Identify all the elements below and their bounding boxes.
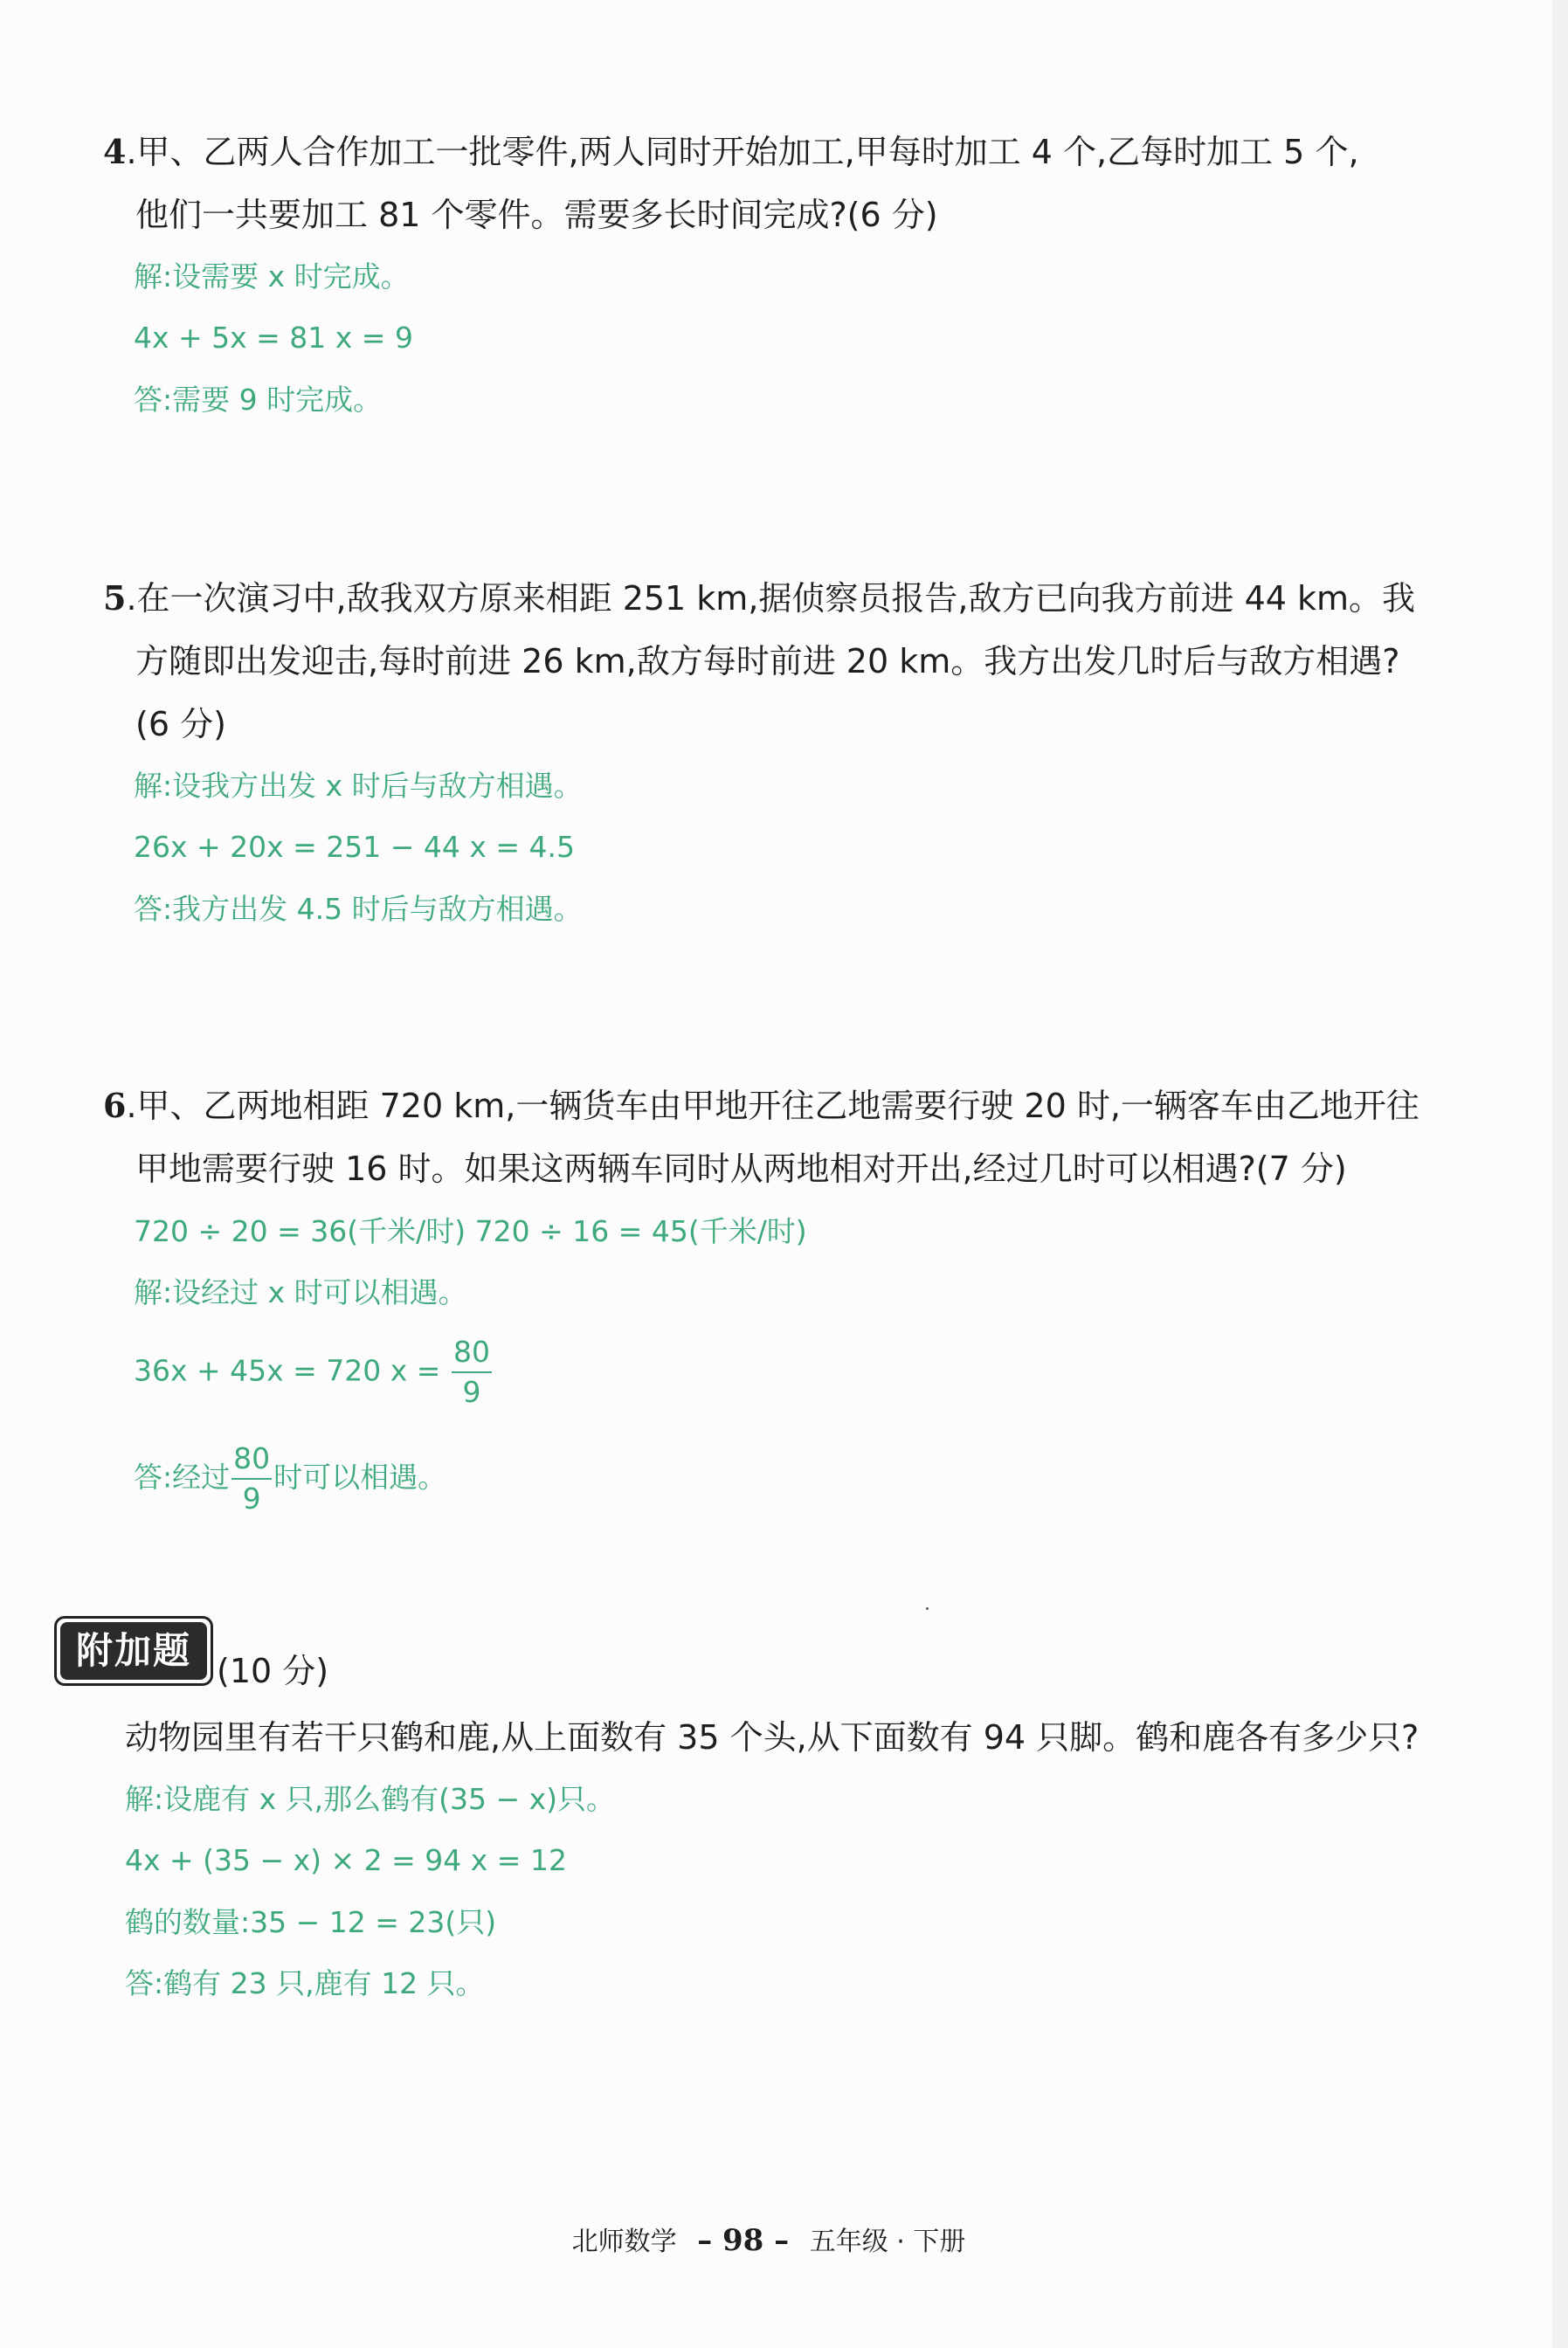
q5-answer-setup: 解:设我方出发 x 时后与敌方相遇。 bbox=[134, 769, 583, 803]
page-footer bbox=[0, 2223, 1537, 2260]
q6-number: 6 bbox=[103, 1086, 127, 1125]
q5-answer-conclusion: 答:我方出发 4.5 时后与敌方相遇。 bbox=[134, 892, 583, 926]
page-edge bbox=[1552, 0, 1568, 2348]
bonus-question: 动物园里有若干只鹤和鹿,从上面数有 35 个头,从下面数有 94 只脚。鹤和鹿各有多少只? bbox=[125, 1718, 1419, 1757]
q6-equation-fraction bbox=[452, 1333, 492, 1412]
q5-number: 5 bbox=[103, 578, 127, 618]
q6-conclusion-fraction bbox=[231, 1440, 272, 1518]
q4-answer-setup: 解:设需要 x 时完成。 bbox=[134, 259, 410, 294]
q6-conclusion-prefix: 答:经过 bbox=[134, 1460, 231, 1495]
fraction-denominator: 9 bbox=[242, 1481, 261, 1516]
q6-conclusion-suffix: 时可以相遇。 bbox=[273, 1460, 447, 1495]
fraction-numerator: 80 bbox=[452, 1333, 492, 1373]
q6-line-1-text: .甲、乙两地相距 720 km,一辆货车由甲地开往乙地需要行驶 20 时,一辆客车由乙地开往 bbox=[126, 1087, 1419, 1125]
bonus-answer-conclusion: 答:鹤有 23 只,鹿有 12 只。 bbox=[125, 1966, 485, 2000]
q5-line-1 bbox=[103, 578, 1415, 618]
q4-answer-conclusion: 答:需要 9 时完成。 bbox=[134, 383, 383, 417]
bonus-badge-label: 附加题 bbox=[60, 1622, 207, 1680]
bonus-answer-crane-count: 鹤的数量:35 − 12 = 23(只) bbox=[125, 1905, 497, 1939]
q6-line-2: 甲地需要行驶 16 时。如果这两辆车同时从两地相对开出,经过几时可以相遇?(7 分) bbox=[135, 1150, 1347, 1188]
q6-answer-speeds: 720 ÷ 20 = 36(千米/时) 720 ÷ 16 = 45(千米/时) bbox=[134, 1214, 807, 1248]
q4-number: 4 bbox=[103, 132, 127, 171]
page-number: – 98 – bbox=[697, 2223, 790, 2258]
q4-line-1-text: .甲、乙两人合作加工一批零件,两人同时开始加工,甲每时加工 4 个,乙每时加工 5 个, bbox=[126, 133, 1359, 171]
q6-answer-setup: 解:设经过 x 时可以相遇。 bbox=[134, 1275, 467, 1309]
q4-line-2: 他们一共要加工 81 个零件。需要多长时间完成?(6 分) bbox=[135, 196, 938, 234]
footer-book-title: 北师数学 bbox=[571, 2227, 677, 2257]
fraction-denominator: 9 bbox=[462, 1375, 481, 1409]
footer-grade: 五年级 · 下册 bbox=[809, 2227, 966, 2257]
bonus-badge bbox=[54, 1616, 213, 1686]
q5-line-1-text: .在一次演习中,敌我双方原来相距 251 km,据侦察员报告,敌方已向我方前进 44 km。我 bbox=[126, 579, 1416, 618]
q4-answer-equation: 4x + 5x = 81 x = 9 bbox=[134, 321, 413, 355]
q5-line-2: 方随即出发迎击,每时前进 26 km,敌方每时前进 20 km。我方出发几时后与敌方相遇? bbox=[135, 642, 1400, 680]
q5-answer-equation: 26x + 20x = 251 − 44 x = 4.5 bbox=[134, 830, 576, 864]
fraction-numerator: 80 bbox=[231, 1440, 272, 1480]
q5-line-3: (6 分) bbox=[135, 705, 226, 743]
bonus-points: (10 分) bbox=[217, 1652, 329, 1690]
q4-line-1 bbox=[103, 132, 1359, 172]
stray-dot bbox=[926, 1607, 929, 1610]
q6-equation-left: 36x + 45x = 720 x = bbox=[134, 1353, 441, 1388]
q6-answer-conclusion bbox=[134, 1440, 446, 1518]
q6-answer-equation bbox=[134, 1333, 494, 1412]
bonus-answer-setup: 解:设鹿有 x 只,那么鹤有(35 − x)只。 bbox=[125, 1782, 616, 1816]
bonus-answer-equation: 4x + (35 − x) × 2 = 94 x = 12 bbox=[125, 1843, 567, 1877]
q6-line-1 bbox=[103, 1086, 1419, 1126]
